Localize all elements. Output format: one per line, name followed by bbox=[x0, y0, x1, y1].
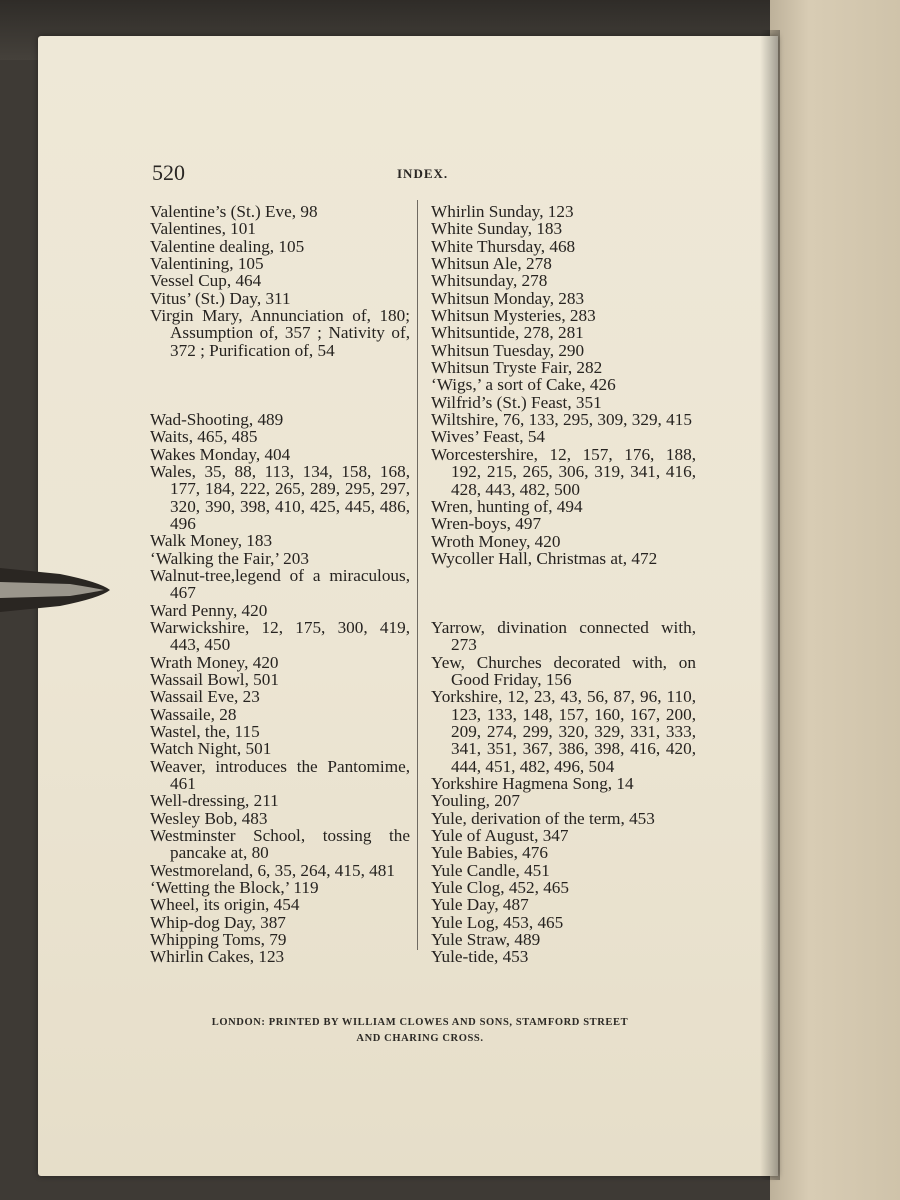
index-entry: Yule Clog, 452, 465 bbox=[431, 878, 569, 898]
index-entry: Wren, hunting of, 494 bbox=[431, 496, 583, 516]
page-header bbox=[152, 160, 687, 190]
index-entry: Yule of August, 347 bbox=[431, 826, 569, 846]
running-head: INDEX. bbox=[397, 166, 449, 181]
index-column-left bbox=[150, 203, 410, 966]
index-entry: Whitsun Ale, 278 bbox=[431, 254, 552, 274]
column-divider bbox=[417, 200, 418, 950]
index-entry: ‘Wigs,’ a sort of Cake, 426 bbox=[431, 375, 616, 395]
index-entry: Wastel, the, 115 bbox=[150, 722, 260, 741]
index-entry: Yule Straw, 489 bbox=[431, 930, 541, 950]
index-entry: Waits, 465, 485 bbox=[150, 427, 258, 447]
index-entry: Yule Log, 453, 465 bbox=[431, 912, 564, 932]
index-column-right bbox=[431, 203, 696, 966]
index-entry: Wakes Monday, 404 bbox=[150, 444, 291, 464]
index-entry: White Thursday, 468 bbox=[431, 236, 576, 256]
index-entry: Weaver, introduces the Pantomime, 461 bbox=[150, 756, 410, 794]
index-entry: Whitsuntide, 278, 281 bbox=[431, 323, 584, 343]
index-entry: Warwickshire, 12, 175, 300, 419, 443, 450 bbox=[150, 617, 410, 655]
index-entry: Yarrow, divination connected with, 273 bbox=[431, 617, 696, 655]
index-entry: ‘Walking the Fair,’ 203 bbox=[150, 548, 309, 568]
index-entry: Whitsun Tryste Fair, 282 bbox=[431, 358, 603, 378]
index-entry: Valentine’s (St.) Eve, 98 bbox=[150, 202, 318, 221]
page-marker-clip bbox=[0, 560, 110, 620]
index-entry: Whirlin Sunday, 123 bbox=[431, 202, 574, 221]
index-entry: Ward Penny, 420 bbox=[150, 600, 268, 620]
index-entry: Yule Day, 487 bbox=[431, 895, 529, 915]
page-gutter-shadow bbox=[760, 30, 780, 1180]
index-entry: Yule, derivation of the term, 453 bbox=[431, 808, 655, 828]
index-entry: Worcestershire, 12, 157, 176, 188, 192, 215, 265, 306, 319, 341, 416, 428, 443, 482, 500 bbox=[431, 444, 696, 499]
imprint-line-1: LONDON: PRINTED BY WILLIAM CLOWES AND SONS, STAMFORD STREET bbox=[211, 1017, 629, 1028]
index-entry: Well-dressing, 211 bbox=[150, 791, 279, 811]
page-number: 520 bbox=[152, 160, 185, 185]
index-entry: Wesley Bob, 483 bbox=[150, 808, 268, 828]
index-entry: Whirlin Cakes, 123 bbox=[150, 947, 285, 967]
index-entry: Walnut-tree,legend of a miraculous, 467 bbox=[150, 565, 410, 603]
index-entry: Walk Money, 183 bbox=[150, 531, 273, 551]
index-entry: Wassail Eve, 23 bbox=[150, 687, 260, 707]
imprint-line-2: AND CHARING CROSS. bbox=[356, 1033, 484, 1044]
index-entry: Wassaile, 28 bbox=[150, 704, 237, 724]
facing-page-edge bbox=[770, 0, 900, 1200]
index-entry: Whitsun Mysteries, 283 bbox=[431, 306, 596, 326]
index-entry: Virgin Mary, Annunciation of, 180; Assumption of, 357 ; Nativity of, 372 ; Purification of, 54 bbox=[150, 306, 410, 360]
index-entry: Valentining, 105 bbox=[150, 254, 264, 274]
index-entry: Westminster School, tossing the pancake at, 80 bbox=[150, 826, 410, 863]
index-entry: Yew, Churches decorated with, on Good Friday, 156 bbox=[431, 652, 696, 689]
index-entry: Whitsun Monday, 283 bbox=[431, 288, 585, 308]
index-entry: Yule Candle, 451 bbox=[431, 860, 550, 880]
index-entry: Wheel, its origin, 454 bbox=[150, 895, 300, 915]
index-entry: Whitsunday, 278 bbox=[431, 271, 548, 291]
index-entry: Wad-Shooting, 489 bbox=[150, 409, 284, 429]
index-entry: Wassail Bowl, 501 bbox=[150, 669, 279, 689]
index-entry: Yule Babies, 476 bbox=[431, 843, 548, 863]
index-entry: Wiltshire, 76, 133, 295, 309, 329, 415 bbox=[431, 410, 692, 430]
index-section-gap bbox=[431, 584, 696, 601]
index-entry: Valentine dealing, 105 bbox=[150, 236, 305, 256]
index-entry: White Sunday, 183 bbox=[431, 219, 563, 239]
index-entry: Wales, 35, 88, 113, 134, 158, 168, 177, 184, 222, 265, 289, 295, 297, 320, 390, 398, 410, 425, 445, 486, 496 bbox=[150, 461, 410, 533]
printer-imprint bbox=[150, 1015, 690, 1047]
index-entry: Yule-tide, 453 bbox=[431, 947, 529, 967]
index-entry: Wilfrid’s (St.) Feast, 351 bbox=[431, 392, 602, 412]
index-entry: Youling, 207 bbox=[431, 791, 520, 811]
index-entry: Valentines, 101 bbox=[150, 219, 256, 239]
index-entry: Watch Night, 501 bbox=[150, 739, 272, 759]
index-section-gap bbox=[150, 376, 410, 393]
index-entry: Yorkshire Hagmena Song, 14 bbox=[431, 774, 634, 794]
index-entry: Yorkshire, 12, 23, 43, 56, 87, 96, 110, 123, 133, 148, 157, 160, 167, 200, 209, 274, 299, 320, 329, 331, 333, 341, 351, 367, 386, 398, 416, 420, 444, 451, 482, 496, 504 bbox=[431, 687, 696, 776]
index-entry: ‘Wetting the Block,’ 119 bbox=[150, 878, 319, 898]
index-entry: Wren-boys, 497 bbox=[431, 514, 542, 534]
index-entry: Wrath Money, 420 bbox=[150, 652, 279, 672]
index-entry: Whip-dog Day, 387 bbox=[150, 912, 286, 932]
index-entry: Wycoller Hall, Christmas at, 472 bbox=[431, 548, 658, 568]
index-entry: Whipping Toms, 79 bbox=[150, 930, 287, 950]
index-entry: Whitsun Tuesday, 290 bbox=[431, 340, 585, 360]
index-entry: Wives’ Feast, 54 bbox=[431, 427, 546, 447]
index-entry: Vessel Cup, 464 bbox=[150, 271, 262, 291]
index-entry: Westmoreland, 6, 35, 264, 415, 481 bbox=[150, 860, 395, 880]
index-entry: Wroth Money, 420 bbox=[431, 531, 561, 551]
index-entry: Vitus’ (St.) Day, 311 bbox=[150, 288, 291, 308]
